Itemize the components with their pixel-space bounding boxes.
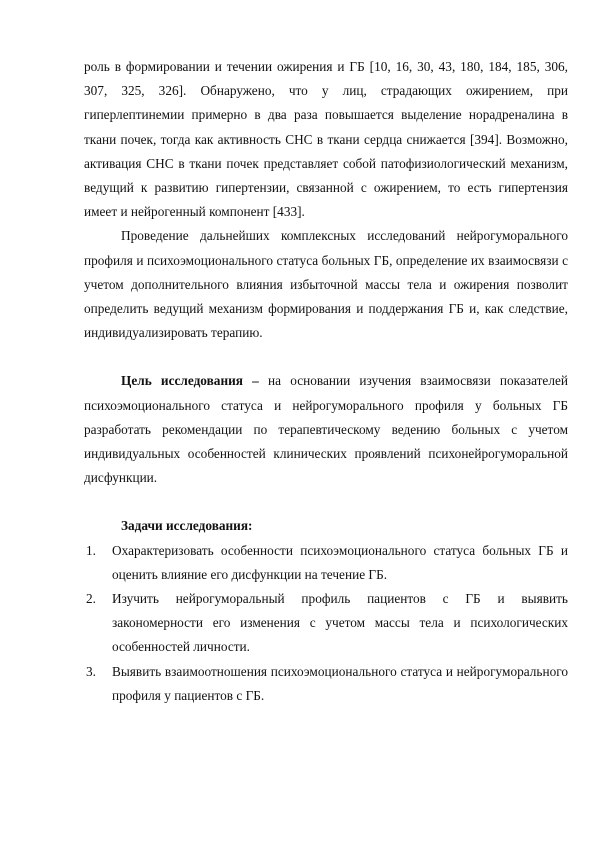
body-paragraph-2: Проведение дальнейших комплексных исследований нейрогуморального профиля и психоэмоционального статуса больных ГБ, определение их взаимосвязи с учетом дополнительного влияния избыточной массы тела и ожирения позволит определить ведущий механизм формирования и поддержания ГБ и, как следствие, индивидуализировать терапию. [84, 228, 568, 341]
task-item-1 [84, 539, 568, 587]
goal-label: Цель исследования – [121, 373, 259, 389]
document-page [84, 55, 568, 708]
tasks-heading: Задачи исследования: [121, 518, 253, 534]
task-number: 2. [86, 591, 96, 607]
paragraph-spacer [84, 345, 568, 369]
task-text: Изучить нейрогуморальный профиль пациентов с ГБ и выявить закономерности его изменения с учетом массы тела и психологических особенностей личности. [112, 591, 568, 655]
tasks-list [84, 539, 568, 708]
task-item-2 [84, 587, 568, 660]
task-number: 1. [86, 542, 96, 558]
task-number: 3. [86, 663, 96, 679]
body-paragraph-1: роль в формировании и течении ожирения и ГБ [10, 16, 30, 43, 180, 184, 185, 306, 307, 325, 326]. Обнаружено, что у лиц, страдающих ожирением, при гиперлептинемии примерно в два раза повышается выделение норадреналина в ткани почек, тогда как активность СНС в ткани сердца снижается [394]. Возможно, активация СНС в ткани почек представляет собой патофизиологический механизм, ведущий к развитию гипертензии, связанной с ожирением, то есть гипертензия имеет и нейрогенный компонент [433]. [84, 59, 568, 220]
goal-text: на основании изучения взаимосвязи показателей психоэмоционального статуса и нейрогуморального профиля у больных ГБ разработать рекомендации по терапевтическому ведению больных с учетом индивидуальных особенностей клинических проявлений психонейрогуморальной дисфункции. [84, 373, 568, 486]
goal-paragraph [84, 369, 568, 490]
task-text: Охарактеризовать особенности психоэмоционального статуса больных ГБ и оценить влияние его дисфункции на течение ГБ. [112, 542, 568, 582]
task-text: Выявить взаимоотношения психоэмоционального статуса и нейрогуморального профиля у пациентов с ГБ. [112, 663, 568, 703]
task-item-3 [84, 660, 568, 708]
paragraph-spacer [84, 490, 568, 514]
